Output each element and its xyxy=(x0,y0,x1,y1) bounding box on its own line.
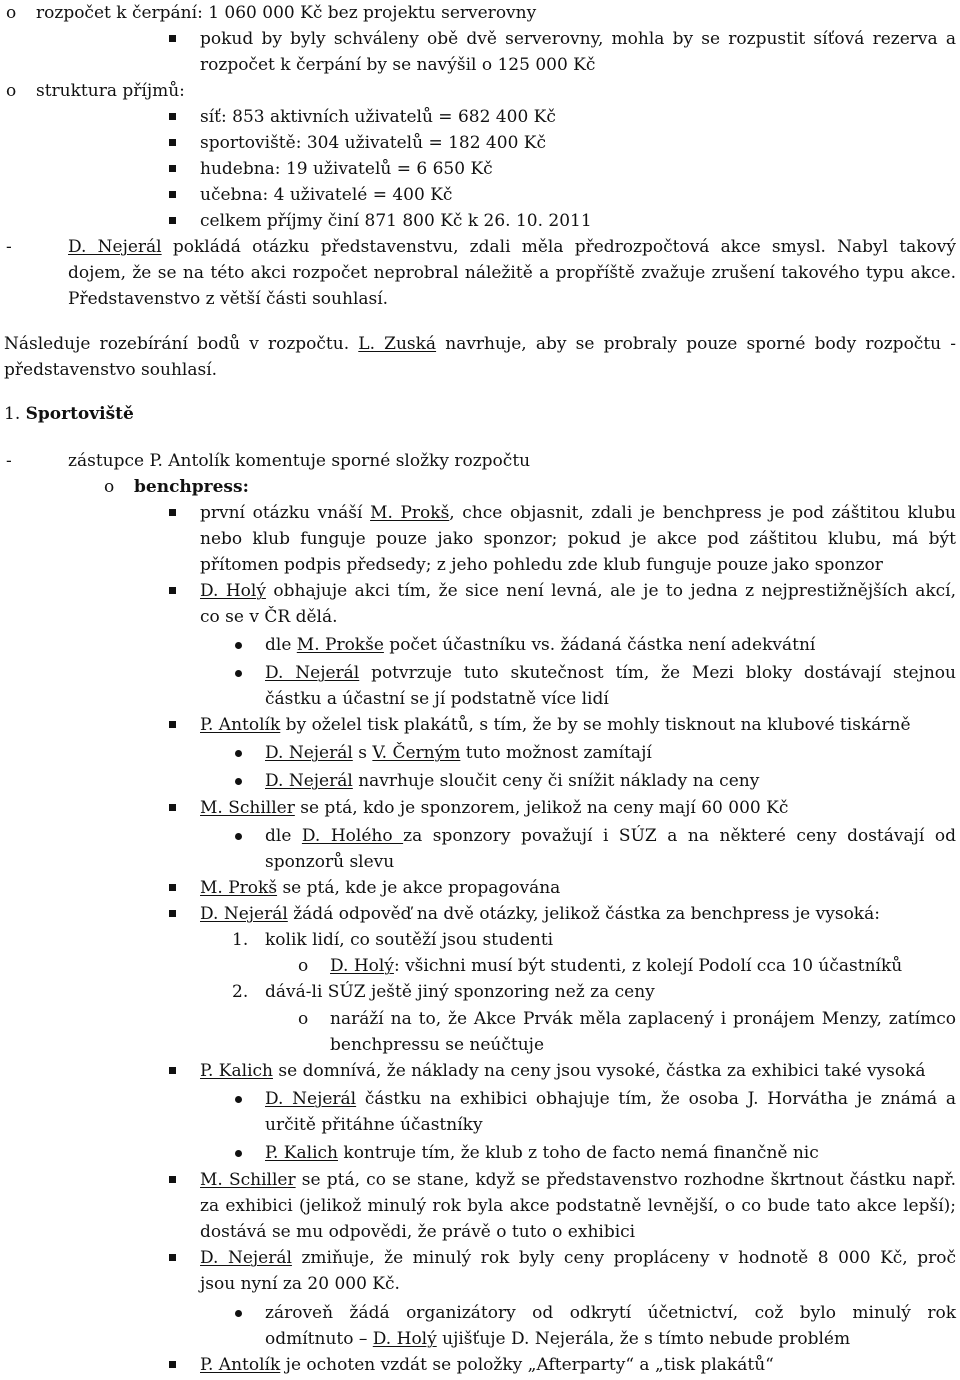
round-bullet-icon xyxy=(235,642,242,649)
person-name: D. Holý xyxy=(200,581,266,601)
square-bullet-icon xyxy=(169,804,176,811)
square-bullet-icon xyxy=(169,191,176,198)
text-run: rozpočet k čerpání by se navýšil o 125 000 Kč xyxy=(200,55,596,75)
text-run: se ptá, co se stane, když se představenstvo rozhodne škrtnout částku např. xyxy=(295,1170,957,1190)
square-bullet-icon xyxy=(169,509,176,516)
text-run: zároveň žádá organizátory od odkrytí účetnictví, což bylo minulý rok xyxy=(265,1303,956,1323)
text-run: síť: 853 aktivních uživatelů = 682 400 Kč xyxy=(200,107,556,127)
text-line xyxy=(0,552,960,578)
person-name: D. Nejerál xyxy=(200,904,288,924)
text-line xyxy=(0,712,960,738)
text-line xyxy=(0,953,960,979)
text-line xyxy=(0,401,960,427)
text-line xyxy=(0,1219,960,1245)
text-run: jsou nyní za 20 000 Kč. xyxy=(200,1274,400,1294)
text-run: hudebna: 19 uživatelů = 6 650 Kč xyxy=(200,159,493,179)
text-run: kontruje tím, že klub z toho de facto nemá finančně nic xyxy=(337,1143,819,1163)
text-line xyxy=(0,1300,960,1326)
text-run: sportoviště: 304 uživatelů = 182 400 Kč xyxy=(200,133,547,153)
square-bullet-icon xyxy=(169,113,176,120)
text-line xyxy=(0,156,960,182)
text-line xyxy=(0,686,960,712)
text-run: Následuje rozebírání bodů v rozpočtu. xyxy=(4,334,359,354)
line-text xyxy=(4,401,134,427)
text-line xyxy=(0,875,960,901)
person-name: D. Nejerál xyxy=(265,663,360,683)
text-run: navrhuje sloučit ceny či snížit náklady na ceny xyxy=(352,771,760,791)
person-name: M. Prokš xyxy=(370,503,450,523)
line-text xyxy=(265,1086,956,1112)
text-run: obhajuje akci tím, že sice není levná, ale je to jedna z nejprestižnějších akcí, xyxy=(265,581,956,601)
text-line xyxy=(0,182,960,208)
text-run: kolik lidí, co soutěží jsou studenti xyxy=(265,930,554,950)
person-name: V. Černým xyxy=(372,743,461,763)
text-run: tuto možnost zamítají xyxy=(460,743,652,763)
text-line xyxy=(0,1006,960,1032)
text-run: zástupce P. Antolík komentuje sporné složky rozpočtu xyxy=(68,451,531,471)
text-line xyxy=(0,474,960,500)
text-line xyxy=(0,604,960,630)
line-text xyxy=(36,0,536,26)
text-line xyxy=(0,500,960,526)
text-line xyxy=(0,526,960,552)
text-run: celkem příjmy činí 871 800 Kč k 26. 10. 2011 xyxy=(200,211,592,231)
square-bullet-icon xyxy=(169,910,176,917)
text-run: za exhibici (jelikož minulý rok byla akce podstatně levnější, o co bude tato akce lepší); xyxy=(200,1196,956,1216)
text-line xyxy=(0,130,960,156)
list-marker: o xyxy=(298,1009,309,1029)
line-text xyxy=(4,357,217,383)
text-line xyxy=(0,927,960,953)
line-text xyxy=(4,331,956,357)
text-run: navrhuje, aby se probraly pouze sporné body rozpočtu - xyxy=(436,334,957,354)
text-line xyxy=(0,0,960,26)
line-text xyxy=(265,768,759,794)
text-line xyxy=(0,331,960,357)
person-name: P. Kalich xyxy=(200,1061,273,1081)
line-text xyxy=(200,552,883,578)
text-line xyxy=(0,1245,960,1271)
person-name: D. Nejerál xyxy=(200,1248,292,1268)
line-text xyxy=(200,500,956,526)
line-text xyxy=(265,1326,850,1352)
text-line xyxy=(0,208,960,234)
line-text xyxy=(200,795,788,821)
text-run: benchpressu se neúčtuje xyxy=(330,1035,545,1055)
line-text xyxy=(265,979,655,1005)
text-line xyxy=(0,578,960,604)
text-run: by oželel tisk plakátů, s tím, že by se mohly tisknout na klubové tiskárně xyxy=(280,715,911,735)
line-text xyxy=(134,474,249,500)
text-run: : všichni musí být studenti, z kolejí Podolí cca 10 účastníků xyxy=(393,956,903,976)
text-line xyxy=(0,1167,960,1193)
text-run: dává-li SÚZ ještě jiný sponzoring než za ceny xyxy=(265,982,655,1002)
text-line xyxy=(0,78,960,104)
line-text xyxy=(200,1058,926,1084)
text-run: dle xyxy=(265,635,297,655)
text-run: rozpočet k čerpání: 1 060 000 Kč bez projektu serverovny xyxy=(36,3,537,23)
line-text xyxy=(200,901,880,927)
line-text xyxy=(265,632,815,658)
line-text xyxy=(265,686,609,712)
line-text xyxy=(200,1167,956,1193)
person-name: P. Antolík xyxy=(200,1355,281,1375)
list-marker: o xyxy=(104,477,115,497)
person-name: D. Holého xyxy=(301,826,404,846)
line-text xyxy=(68,234,956,260)
line-text xyxy=(330,1032,544,1058)
person-name: D. Holý xyxy=(330,956,394,976)
list-marker: 2. xyxy=(232,982,249,1002)
text-run: naráží na to, že Akce Prvák měla zaplacený i pronájem Menzy, zatímco xyxy=(330,1009,956,1029)
text-line xyxy=(0,768,960,794)
list-marker: o xyxy=(6,81,17,101)
person-name: D. Nejerál xyxy=(265,771,353,791)
square-bullet-icon xyxy=(169,35,176,42)
text-run: přítomen podpis předsedy; z jeho pohledu zde klub funguje pouze jako sponzor xyxy=(200,555,883,575)
list-marker: - xyxy=(6,237,12,257)
line-text xyxy=(200,130,546,156)
line-text xyxy=(265,660,956,686)
text-line xyxy=(0,1112,960,1138)
text-run: počet účastníku vs. žádaná částka není adekvátní xyxy=(383,635,816,655)
line-text xyxy=(265,1140,819,1166)
text-run: nebo klub funguje pouze jako sponzor; pokud je akce pod záštitou klubu, má být xyxy=(200,529,956,549)
round-bullet-icon xyxy=(235,1310,242,1317)
line-text xyxy=(200,104,556,130)
line-text xyxy=(68,286,388,312)
text-line xyxy=(0,1140,960,1166)
line-text xyxy=(265,740,652,766)
text-line xyxy=(0,849,960,875)
line-text xyxy=(200,604,338,630)
text-line xyxy=(0,632,960,658)
text-run: se ptá, kdo je sponzorem, jelikož na ceny mají 60 000 Kč xyxy=(294,798,789,818)
text-line xyxy=(0,1352,960,1378)
text-run: dojem, že se na této akci rozpočet neprobral náležitě a propříště zvažuje zrušení takového typu akce. xyxy=(68,263,956,283)
person-name: P. Antolík xyxy=(200,715,281,735)
text-run: za sponzory považují i SÚZ a na některé ceny dostávají od xyxy=(403,826,956,846)
line-text xyxy=(200,712,911,738)
person-name: M. Schiller xyxy=(200,1170,296,1190)
line-text xyxy=(200,182,452,208)
person-name: M. Prokše xyxy=(296,635,384,655)
text-run: dostává se mu odpovědi, že právě o tuto o exhibici xyxy=(200,1222,636,1242)
line-text xyxy=(200,1193,956,1219)
round-bullet-icon xyxy=(235,1096,242,1103)
square-bullet-icon xyxy=(169,1254,176,1261)
line-text xyxy=(200,526,956,552)
person-name: D. Nejerál xyxy=(68,237,162,257)
round-bullet-icon xyxy=(235,833,242,840)
round-bullet-icon xyxy=(235,670,242,677)
text-line xyxy=(0,448,960,474)
line-text xyxy=(200,578,956,604)
list-marker: 1. xyxy=(232,930,249,950)
line-text xyxy=(265,849,394,875)
square-bullet-icon xyxy=(169,1067,176,1074)
text-line xyxy=(0,660,960,686)
square-bullet-icon xyxy=(169,139,176,146)
round-bullet-icon xyxy=(235,750,242,757)
square-bullet-icon xyxy=(169,217,176,224)
line-text xyxy=(68,260,956,286)
square-bullet-icon xyxy=(169,165,176,172)
line-text xyxy=(200,52,595,78)
text-run: dle xyxy=(265,826,302,846)
line-text xyxy=(200,1352,774,1378)
text-run: co se v ČR dělá. xyxy=(200,607,338,627)
line-text xyxy=(330,1006,956,1032)
text-run: struktura příjmů: xyxy=(36,81,185,101)
line-text xyxy=(265,1300,956,1326)
line-text xyxy=(265,1112,483,1138)
text-run: potvrzuje tuto skutečnost tím, že Mezi bloky dostávají stejnou xyxy=(359,663,956,683)
text-run: ujišťuje D. Nejerála, že s tímto nebude problém xyxy=(436,1329,851,1349)
text-line xyxy=(0,260,960,286)
person-name: D. Holý xyxy=(372,1329,437,1349)
text-line xyxy=(0,234,960,260)
line-text xyxy=(200,1245,956,1271)
text-run: s xyxy=(352,743,373,763)
list-marker: o xyxy=(298,956,309,976)
line-text xyxy=(200,1219,635,1245)
text-line xyxy=(0,979,960,1005)
line-text xyxy=(200,875,560,901)
square-bullet-icon xyxy=(169,721,176,728)
line-text xyxy=(68,448,530,474)
text-line xyxy=(0,1086,960,1112)
text-run: určitě přitáhne účastníky xyxy=(265,1115,483,1135)
text-line xyxy=(0,52,960,78)
round-bullet-icon xyxy=(235,1150,242,1157)
person-name: L. Zuská xyxy=(358,334,437,354)
line-text xyxy=(200,26,956,52)
text-run: částku na exhibici obhajuje tím, že osoba J. Horvátha je známá a xyxy=(356,1089,956,1109)
person-name: P. Kalich xyxy=(265,1143,338,1163)
text-line xyxy=(0,823,960,849)
person-name: D. Nejerál xyxy=(265,743,353,763)
square-bullet-icon xyxy=(169,884,176,891)
text-run: částku a účastní se jí podstatně více lidí xyxy=(265,689,609,709)
line-text xyxy=(330,953,902,979)
line-text xyxy=(200,156,493,182)
text-line xyxy=(0,286,960,312)
square-bullet-icon xyxy=(169,587,176,594)
text-run: učebna: 4 uživatelé = 400 Kč xyxy=(200,185,453,205)
text-line xyxy=(0,1193,960,1219)
text-run: se domnívá, že náklady na ceny jsou vysoké, částka za exhibici také vysoká xyxy=(272,1061,926,1081)
text-run: pokládá otázku představenstvu, zdali měla předrozpočtová akce smysl. Nabyl takový xyxy=(161,237,956,257)
text-line xyxy=(0,1326,960,1352)
text-run: zmiňuje, že minulý rok byly ceny propláceny v hodnotě 8 000 Kč, proč xyxy=(291,1248,956,1268)
text-run: se ptá, kde je akce propagována xyxy=(277,878,561,898)
text-line xyxy=(0,1058,960,1084)
text-run: žádá odpověď na dvě otázky, jelikož částka za benchpress je vysoká: xyxy=(287,904,880,924)
text-run: odmítnuto – xyxy=(265,1329,373,1349)
heading-text: Sportoviště xyxy=(25,404,134,424)
line-text xyxy=(265,823,956,849)
text-run: 1. xyxy=(4,404,26,424)
line-text xyxy=(265,927,553,953)
text-line xyxy=(0,26,960,52)
text-run: sponzorů slevu xyxy=(265,852,395,872)
text-line xyxy=(0,357,960,383)
text-line xyxy=(0,104,960,130)
line-text xyxy=(36,78,185,104)
square-bullet-icon xyxy=(169,1361,176,1368)
text-line xyxy=(0,795,960,821)
heading-text: benchpress: xyxy=(134,477,249,497)
line-text xyxy=(200,208,592,234)
round-bullet-icon xyxy=(235,778,242,785)
text-run: , chce objasnit, zdali je benchpress je pod záštitou klubu xyxy=(449,503,957,523)
text-run: představenstvo souhlasí. xyxy=(4,360,218,380)
text-run: první otázku vnáší xyxy=(200,503,371,523)
text-run: Představenstvo z větší části souhlasí. xyxy=(68,289,389,309)
text-line xyxy=(0,1271,960,1297)
person-name: D. Nejerál xyxy=(265,1089,357,1109)
text-line xyxy=(0,1032,960,1058)
line-text xyxy=(200,1271,400,1297)
list-marker: - xyxy=(6,451,12,471)
person-name: M. Prokš xyxy=(200,878,278,898)
text-line xyxy=(0,740,960,766)
text-run: je ochoten vzdát se položky „Afterparty“ a „tisk plakátů“ xyxy=(280,1355,774,1375)
text-run: pokud by byly schváleny obě dvě serverovny, mohla by se rozpustit síťová rezerva a xyxy=(200,29,956,49)
person-name: M. Schiller xyxy=(200,798,295,818)
text-line xyxy=(0,901,960,927)
square-bullet-icon xyxy=(169,1176,176,1183)
list-marker: o xyxy=(6,3,17,23)
